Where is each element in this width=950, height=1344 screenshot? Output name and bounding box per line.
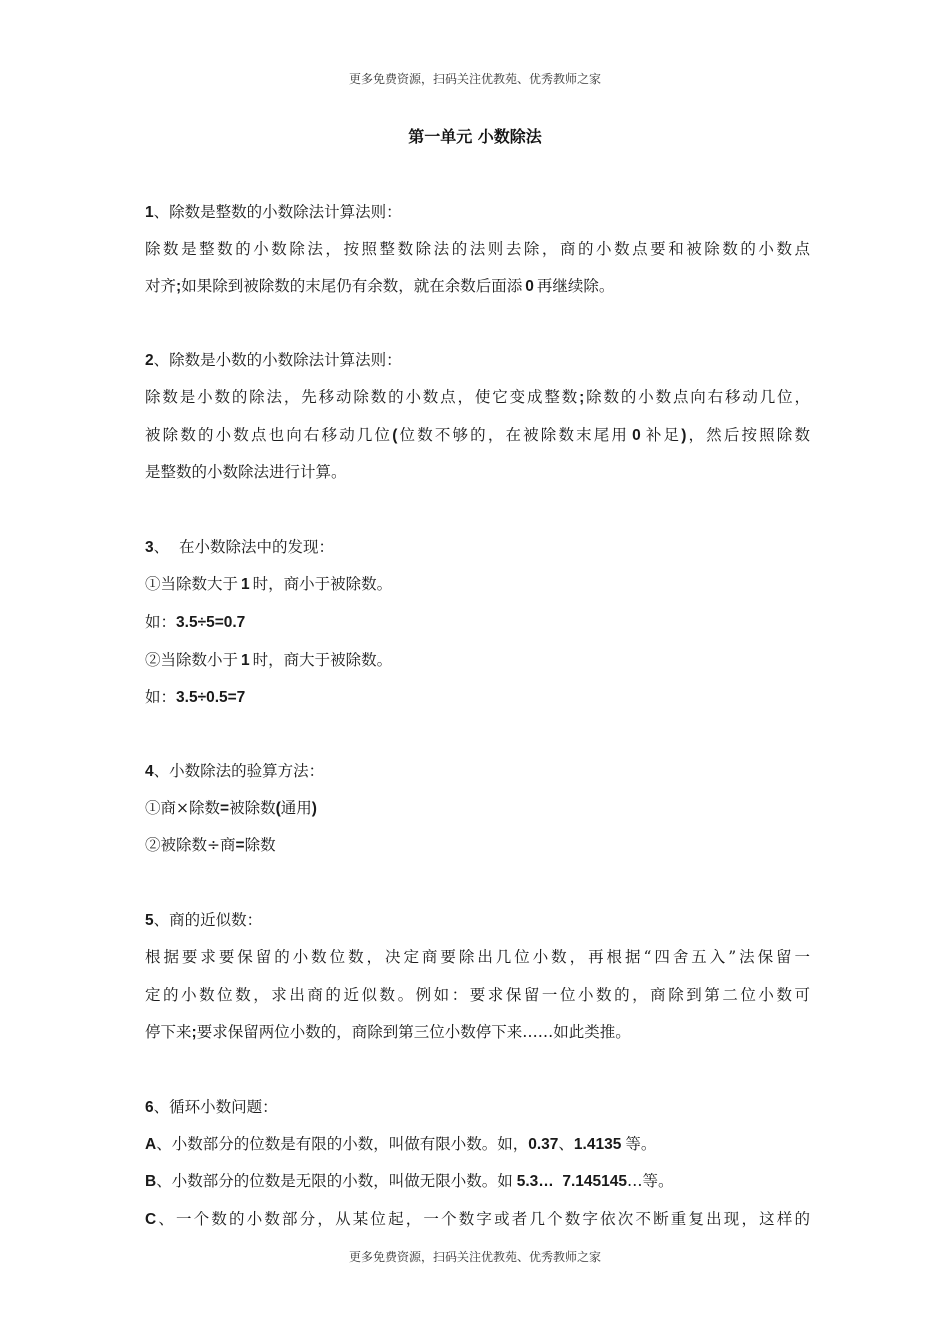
- section-3-example-1: [145, 610, 810, 632]
- text-run: (: [392, 427, 398, 444]
- page-header: 更多免费资源，扫码关注优教苑、优秀教师之家: [348, 72, 601, 86]
- text-run: 时，商小于被除数。: [252, 575, 393, 593]
- section-6-heading-text: 、循环小数问题：: [153, 1098, 278, 1116]
- text-run: 0: [632, 427, 641, 444]
- section-2-paragraph-line-1: [145, 385, 810, 407]
- section-3-number: 3: [145, 539, 154, 556]
- text-run: (: [275, 800, 281, 817]
- item-b-label: B: [145, 1173, 157, 1190]
- section-1-heading: [145, 200, 810, 222]
- text-run: 3.5÷5=0.7: [176, 614, 246, 631]
- section-2-number: 2: [145, 352, 154, 369]
- text-run: 如果除到被除数的末尾仍有余数，就在余数后面添: [181, 277, 523, 295]
- text-run: ): [311, 800, 317, 817]
- text-run: 除数: [244, 836, 276, 854]
- text-run: 如：: [145, 613, 177, 631]
- section-3-heading-text: 、 在小数除法中的发现：: [153, 538, 334, 556]
- section-6-item-b: [145, 1169, 810, 1191]
- section-2-paragraph-line-3: 是整数的小数除法进行计算。: [145, 463, 347, 481]
- page-footer: 更多免费资源，扫码关注优教苑、优秀教师之家: [348, 1250, 601, 1264]
- text-run: ;: [579, 389, 585, 406]
- section-2-heading: [145, 348, 810, 370]
- text-run: ②当除数小于: [145, 651, 239, 669]
- text-run: 1: [241, 652, 250, 669]
- text-run: 如：: [145, 688, 177, 706]
- text-run: 通用: [280, 799, 312, 817]
- section-3-rule-2: [145, 648, 810, 670]
- text-run: 位数不够的，在被除数末尾用: [397, 426, 630, 444]
- text-run: 再继续除。: [536, 277, 615, 295]
- text-run: 5.3… 7.145145: [516, 1173, 628, 1190]
- section-6-heading: [145, 1095, 810, 1117]
- section-5-paragraph-line-2: 定的小数位数，求出商的近似数。例如：要求保留一位小数的，商除到第二位小数可: [145, 986, 810, 1004]
- section-5-paragraph-line-3: [145, 1020, 810, 1042]
- text-run: ;: [176, 278, 182, 295]
- item-a-label: A: [145, 1136, 157, 1153]
- text-run: 等。: [625, 1135, 657, 1153]
- text-run: 被除数的小数点也向右移动几位: [145, 426, 393, 444]
- section-4-method-2: [145, 833, 810, 855]
- section-2-heading-text: 、除数是小数的小数除法计算法则：: [153, 351, 402, 369]
- text-run: 要求保留两位小数的，商除到第三位小数停下来……如此类推。: [196, 1023, 631, 1041]
- text-run: 3.5÷0.5=7: [176, 689, 246, 706]
- item-c-label: C: [145, 1211, 157, 1228]
- text-run: 1: [241, 576, 250, 593]
- page-title: 第一单元 小数除法: [408, 127, 542, 146]
- section-2-paragraph-line-2: [145, 423, 810, 445]
- section-1-paragraph-line-1: 除数是整数的小数除法，按照整数除法的法则去除，商的小数点要和被除数的小数点: [145, 240, 810, 258]
- text-run: ①商×除数: [145, 799, 220, 817]
- section-3-example-2: [145, 685, 810, 707]
- text-run: 、小数部分的位数是有限的小数，叫做有限小数。如，: [156, 1135, 529, 1153]
- section-5-heading: [145, 908, 810, 930]
- text-run: 除数是小数的除法，先移动除数的小数点，使它变成整数: [145, 388, 580, 406]
- text-run: 0.37: [528, 1136, 559, 1153]
- section-3-heading: [145, 535, 810, 557]
- text-run: ;: [191, 1024, 197, 1041]
- text-run: 停下来: [145, 1023, 192, 1041]
- text-run: ，然后按照除数: [686, 426, 810, 444]
- section-1-heading-text: 、除数是整数的小数除法计算法则：: [153, 203, 402, 221]
- text-run: 被除数: [229, 799, 276, 817]
- section-1-paragraph-line-2: [145, 274, 810, 296]
- text-run: =: [220, 800, 230, 817]
- section-6-item-a: [145, 1132, 810, 1154]
- text-run: 对齐: [145, 277, 177, 295]
- section-5-heading-text: 、商的近似数：: [153, 911, 263, 929]
- text-run: ): [681, 427, 687, 444]
- text-run: 、: [558, 1135, 574, 1153]
- text-run: 、小数部分的位数是无限的小数，叫做无限小数。如: [156, 1172, 513, 1190]
- text-run: 、一个数的小数部分，从某位起，一个数字或者几个数字依次不断重复出现，这样的: [156, 1210, 810, 1228]
- section-4-method-1: [145, 796, 810, 818]
- section-4-heading-text: 、小数除法的验算方法：: [153, 762, 325, 780]
- text-run: 1.4135: [573, 1136, 622, 1153]
- text-run: 补足: [643, 426, 682, 444]
- section-5-paragraph-line-1: 根据要求要保留的小数位数，决定商要除出几位小数，再根据“四舍五入”法保留一: [145, 948, 810, 966]
- section-4-number: 4: [145, 763, 154, 780]
- text-run: 时，商大于被除数。: [252, 651, 393, 669]
- text-run: 0: [525, 278, 534, 295]
- text-run: ②被除数÷商: [145, 836, 236, 854]
- section-5-number: 5: [145, 912, 154, 929]
- section-6-item-c: [145, 1207, 810, 1229]
- section-1-number: 1: [145, 204, 154, 221]
- text-run: =: [235, 837, 245, 854]
- section-4-heading: [145, 759, 810, 781]
- section-3-rule-1: [145, 572, 810, 594]
- text-run: ①当除数大于: [145, 575, 239, 593]
- text-run: …等。: [627, 1172, 674, 1190]
- section-6-number: 6: [145, 1099, 154, 1116]
- text-run: 除数的小数点向右移动几位，: [584, 388, 810, 406]
